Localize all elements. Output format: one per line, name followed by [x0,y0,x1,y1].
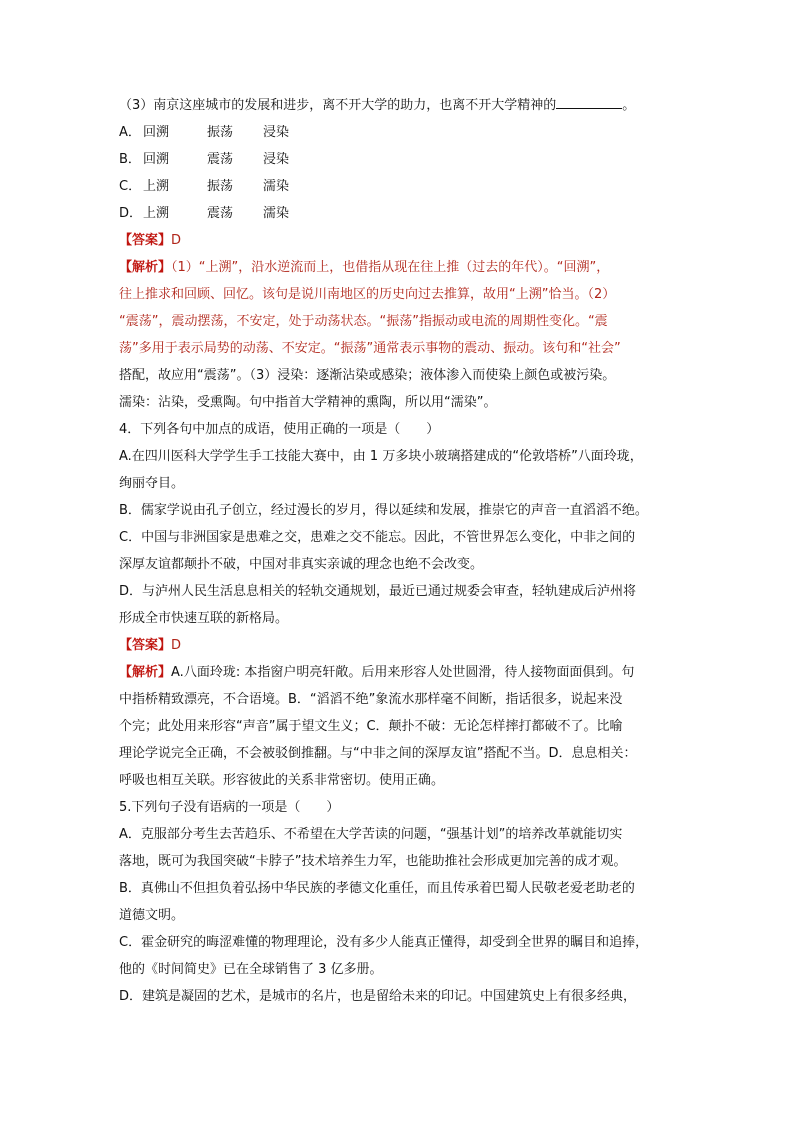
q3-stem [119,92,679,119]
q3-analysis-line-6: 濡染：沾染，受熏陶。句中指首大学精神的熏陶，所以用“濡染”。 [119,395,497,410]
option-word-2: 震荡 [207,206,234,221]
option-word-1: 回溯 [143,125,170,140]
analysis-label: 【解析】 [119,665,172,680]
q4-option-b: B．儒家学说由孔子创立，经过漫长的岁月，得以延续和发展，推崇它的声音一直滔滔不绝。 [119,503,648,518]
q3-analysis-line-3: “震荡”，震动摆荡，不安定，处于动荡状态。“振荡”指振动或电流的周期性变化。“震 [119,314,608,329]
q4-analysis-line-5: 呼吸也相互关联。形容彼此的关系非常密切。使用正确。 [119,773,445,788]
option-word-2: 振荡 [207,125,234,140]
q4-option-a-cont: 绚丽夺目。 [119,476,185,491]
q4-option-d-cont: 形成全市快速互联的新格局。 [119,611,289,626]
q3-analysis-line-4: 荡”多用于表示局势的动荡、不安定。“振荡”通常表示事物的震动、振动。该句和“社会” [119,341,621,356]
q5-option-c: C．霍金研究的晦涩难懂的物理理论，没有多少人能真正懂得，却受到全世界的瞩目和追捧， [119,935,649,950]
answer-label: 【答案】 [119,638,172,653]
q4-analysis-line-4: 理论学说完全正确，不会被驳倒推翻。与“中非之间的深厚友谊”搭配不当。D．息息相关： [119,746,637,761]
q3-answer [119,227,679,254]
q4-option-d: D．与泸州人民生活息息相关的轻轨交通规划，最近已通过规委会审查，轻轨建成后泸州将 [119,584,637,599]
option-letter: C． [119,179,142,194]
q4-analysis-line-2: 中指桥精致漂亮，不合语境。B．“滔滔不绝”象流水那样毫不间断，指话很多，说起来没 [119,692,623,707]
option-word-3: 浸染 [263,152,290,167]
option-letter: B． [119,152,141,167]
analysis-text: （1）“上溯”，沿水逆流而上，也借指从现在往上推（过去的年代）。“回溯”， [171,260,610,275]
q3-analysis-line-1 [119,254,679,281]
q3-option-a [119,119,679,146]
q3-analysis-line-2: 往上推求和回顾、回忆。该句是说川南地区的历史向过去推算，故用“上溯”恰当。（2） [119,287,616,302]
option-word-2: 震荡 [207,152,234,167]
q5-option-c-cont: 他的《时间简史》已在全球销售了 3 亿多册。 [119,962,383,977]
q4-option-c: C．中国与非洲国家是患难之交，患难之交不能忘。因此，不管世界怎么变化，中非之间的 [119,530,636,545]
q5-option-a-cont: 落地，既可为我国突破“卡脖子”技术培养生力军，也能助推社会形成更加完善的成才观。 [119,854,627,869]
q3-option-b [119,146,679,173]
option-word-1: 上溯 [143,206,170,221]
answer-value: D [171,638,182,653]
option-word-3: 濡染 [263,179,290,194]
q4-option-c-cont: 深厚友谊都颠扑不破，中国对非真实亲诚的理念也绝不会改变。 [119,557,484,572]
option-letter: D． [119,206,143,221]
answer-label: 【答案】 [119,233,172,248]
q4-analysis-line-3: 个完；此处用来形容“声音”属于望文生义；C．颠扑不破：无论怎样摔打都破不了。比喻 [119,719,623,734]
analysis-label: 【解析】 [119,260,172,275]
q3-option-d [119,200,679,227]
q4-answer [119,632,679,659]
document-page [119,92,679,1010]
option-word-3: 浸染 [263,125,290,140]
q5-option-d: D．建筑是凝固的艺术，是城市的名片，也是留给未来的印记。中国建筑史上有很多经典， [119,989,637,1004]
option-word-1: 回溯 [143,152,170,167]
option-word-3: 濡染 [263,206,290,221]
analysis-text: A.八面玲珑: 本指窗户明亮轩敞。后用来形容人处世圆滑，待人接物面面俱到。句 [171,665,635,680]
q3-stem-end: 。 [622,98,636,113]
answer-blank [556,94,622,109]
q5-option-b: B．真佛山不但担负着弘扬中华民族的孝德文化重任，而且传承着巴蜀人民敬老爱老助老的 [119,881,635,896]
q5-option-b-cont: 道德文明。 [119,908,185,923]
option-letter: A． [119,125,141,140]
q4-option-a: A.在四川医科大学学生手工技能大赛中，由 1 万多块小玻璃搭建成的“伦敦塔桥”八面玲珑， [119,449,643,464]
q5-stem: 5.下列句子没有语病的一项是（ ） [119,800,340,815]
q4-stem: 4．下列各句中加点的成语，使用正确的一项是（ ） [119,422,440,437]
answer-value: D [171,233,182,248]
q5-option-a: A．克服部分考生去苦趋乐、不希望在大学苦读的问题，“强基计划”的培养改革就能切实 [119,827,623,842]
q3-option-c [119,173,679,200]
option-word-1: 上溯 [143,179,170,194]
q4-analysis-line-1 [119,659,679,686]
q3-stem-text: （3）南京这座城市的发展和进步，离不开大学的助力，也离不开大学精神的 [119,98,557,113]
option-word-2: 振荡 [207,179,234,194]
q3-analysis-line-5: 搭配，故应用“震荡”。（3）浸染：逐渐沾染或感染；液体渗入而使染上颜色或被污染。 [119,368,616,383]
